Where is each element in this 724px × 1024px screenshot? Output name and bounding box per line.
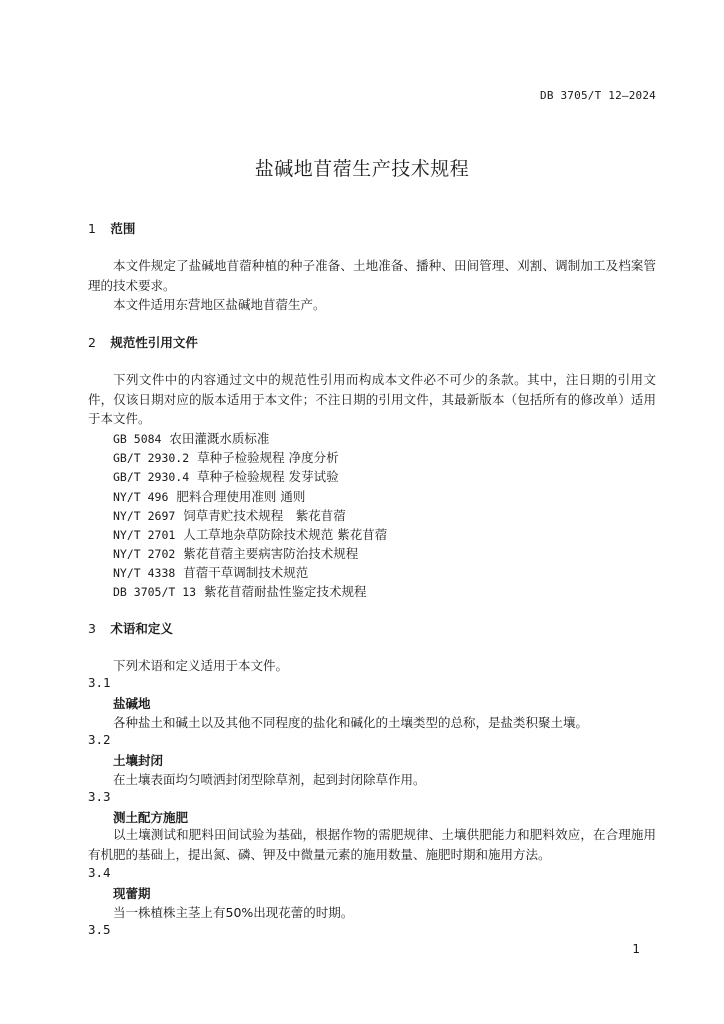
reference-name: 人工草地杂草防除技术规范 紫花苜蓿	[183, 527, 388, 542]
reference-code: NY/T 2697	[113, 509, 176, 523]
section-title: 规范性引用文件	[110, 335, 198, 350]
term-definition: 各种盐土和碱土以及其他不同程度的盐化和碱化的土壤类型的总称，是盐类积聚土壤。	[113, 715, 589, 730]
reference-item	[113, 563, 308, 581]
reference-item	[113, 525, 387, 543]
section-heading-scope	[88, 219, 135, 237]
reference-item	[113, 467, 339, 485]
reference-name: 紫花苜蓿主要病害防治技术规程	[183, 546, 359, 561]
term-number: 3.1	[88, 675, 111, 690]
reference-item	[113, 506, 346, 524]
reference-name: 草种子检验规程 净度分析	[197, 450, 339, 465]
term-definition: 以土壤测试和肥料田间试验为基础，根据作物的需肥规律、土壤供肥能力和肥料效应，在合理施用有机肥的基础上，提出氮、磷、钾及中微量元素的施用数量、施肥时期和施用方法。	[88, 827, 656, 862]
terms-intro: 下列术语和定义适用于本文件。	[113, 658, 289, 673]
scope-paragraph-2: 本文件适用东营地区盐碱地苜蓿生产。	[113, 297, 326, 312]
section-number: 1	[88, 221, 96, 236]
term-number: 3.2	[88, 732, 111, 747]
reference-code: NY/T 4338	[113, 566, 176, 580]
reference-code: NY/T 2702	[113, 547, 176, 561]
section-number: 3	[88, 621, 96, 636]
section-number: 2	[88, 335, 96, 350]
reference-code: GB/T 2930.4	[113, 470, 190, 484]
reference-code: GB 5084	[113, 432, 162, 446]
term-definition: 在土壤表面均匀喷洒封闭型除草剂，起到封闭除草作用。	[113, 772, 426, 787]
document-code: DB 3705/T 12—2024	[540, 89, 656, 102]
reference-name: 苜蓿干草调制技术规范	[183, 565, 309, 580]
term-number: 3.3	[88, 789, 111, 804]
term-name: 土壤封闭	[113, 753, 164, 768]
section-heading-terms	[88, 619, 173, 637]
scope-paragraph-1: 本文件规定了盐碱地苜蓿种植的种子准备、土地准备、播种、田间管理、刈割、调制加工及档案管理的技术要求。	[88, 258, 656, 293]
reference-code: NY/T 496	[113, 490, 169, 504]
reference-item	[113, 582, 367, 600]
term-name: 测土配方施肥	[113, 810, 189, 825]
term-name: 盐碱地	[113, 696, 151, 711]
section-title: 术语和定义	[110, 621, 173, 636]
section-heading-normative-references	[88, 333, 198, 351]
reference-code: NY/T 2701	[113, 528, 176, 542]
reference-item	[113, 448, 339, 466]
term-number: 3.5	[88, 922, 111, 937]
page-number: 1	[632, 942, 640, 956]
reference-name: 紫花苜蓿耐盐性鉴定技术规程	[204, 584, 367, 599]
term-number: 3.4	[88, 865, 111, 880]
document-title: 盐碱地苜蓿生产技术规程	[254, 158, 470, 180]
reference-code: GB/T 2930.2	[113, 451, 190, 465]
reference-code: DB 3705/T 13	[113, 585, 197, 599]
reference-name: 农田灌溉水质标准	[169, 431, 270, 446]
section-title: 范围	[110, 221, 136, 236]
reference-name: 草种子检验规程 发芽试验	[197, 469, 339, 484]
reference-item	[113, 487, 305, 505]
references-paragraph: 下列文件中的内容通过文中的规范性引用而构成本文件必不可少的条款。其中，注日期的引用文件，仅该日期对应的版本适用于本文件；不注日期的引用文件，其最新版本（包括所有的修改单）适用于本文件。	[88, 372, 656, 426]
reference-name: 肥料合理使用准则 通则	[176, 489, 306, 504]
reference-item	[113, 429, 269, 447]
term-name: 现蕾期	[113, 886, 151, 901]
reference-name: 饲草青贮技术规程 紫花苜蓿	[183, 508, 346, 523]
term-definition: 当一株植株主茎上有50%出现花蕾的时期。	[113, 905, 354, 920]
reference-item	[113, 544, 358, 562]
